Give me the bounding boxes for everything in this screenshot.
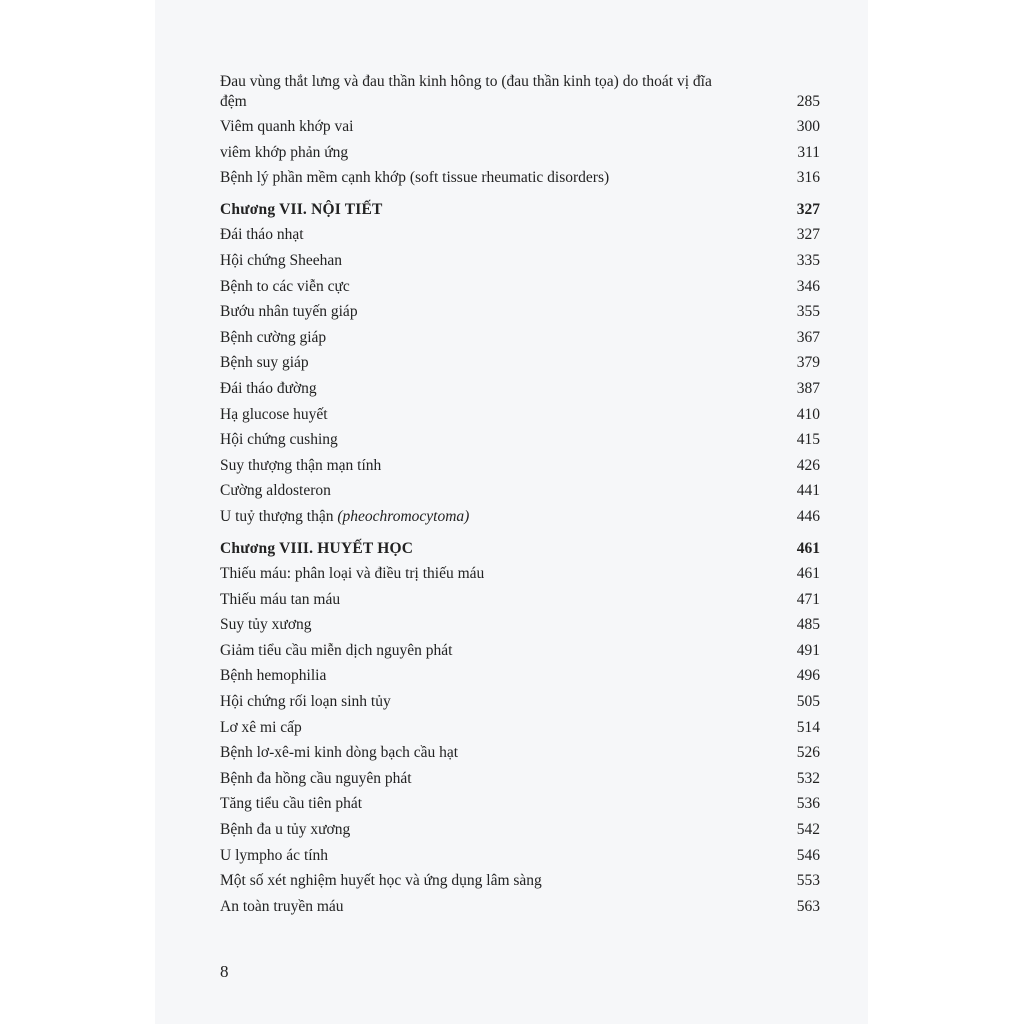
- toc-entry: [220, 274, 820, 300]
- toc-entry: [220, 638, 820, 664]
- toc-entry-page: 327: [796, 226, 820, 244]
- toc-entry-page: 471: [796, 590, 820, 608]
- toc-entry: [220, 165, 820, 191]
- toc-entry-title: Bệnh lơ-xê-mi kinh dòng bạch cầu hạt: [220, 744, 459, 762]
- chapter-page: 461: [796, 539, 820, 557]
- toc-entry: [220, 740, 820, 766]
- toc-entry: [220, 504, 820, 530]
- table-of-contents: [220, 72, 820, 919]
- chapter-heading: [220, 536, 820, 562]
- toc-entry-page: 461: [796, 565, 820, 583]
- toc-entry: [220, 72, 820, 114]
- chapter-title: Chương VII. NỘI TIẾT: [220, 200, 383, 218]
- toc-entry-page: 563: [796, 897, 820, 915]
- toc-entry-title-main: U tuỷ thượng thận: [220, 507, 338, 525]
- toc-entry-page: 441: [796, 482, 820, 500]
- toc-entry: [220, 299, 820, 325]
- toc-entry-page: 496: [796, 667, 820, 685]
- toc-entry-page: 367: [796, 328, 820, 346]
- toc-entry: [220, 222, 820, 248]
- toc-entry: [220, 689, 820, 715]
- toc-entry-title: Suy tủy xương: [220, 616, 312, 634]
- toc-entry-page: 311: [797, 143, 820, 161]
- toc-entry-title: Đái tháo nhạt: [220, 226, 304, 244]
- toc-entry-title: Đái tháo đường: [220, 379, 317, 397]
- toc-entry-page: 505: [796, 693, 820, 711]
- chapter-title: Chương VIII. HUYẾT HỌC: [220, 539, 414, 557]
- toc-entry-title: Cường aldosteron: [220, 482, 331, 500]
- toc-entry: [220, 612, 820, 638]
- toc-entry-page: 514: [796, 718, 820, 736]
- toc-entry-title: Suy thượng thận mạn tính: [220, 456, 382, 474]
- toc-entry-page: 532: [796, 769, 820, 787]
- toc-entry-page: 415: [796, 431, 820, 449]
- toc-entry: [220, 561, 820, 587]
- toc-entry: [220, 376, 820, 402]
- toc-entry-title: Giảm tiểu cầu miễn dịch nguyên phát: [220, 641, 453, 659]
- toc-entry-title-italic: (pheochromocytoma): [337, 507, 470, 525]
- toc-entry-title: Hạ glucose huyết: [220, 405, 328, 423]
- chapter-heading: [220, 197, 820, 223]
- toc-entry: [220, 817, 820, 843]
- toc-entry: [220, 453, 820, 479]
- toc-entry: [220, 587, 820, 613]
- toc-entry-page: 316: [796, 169, 820, 187]
- toc-entry-title: Tăng tiểu cầu tiên phát: [220, 795, 363, 813]
- page-number: 8: [220, 962, 229, 981]
- toc-entry-page: 379: [796, 354, 820, 372]
- toc-entry: [220, 350, 820, 376]
- toc-entry: [220, 715, 820, 741]
- toc-entry: [220, 663, 820, 689]
- toc-entry: [220, 868, 820, 894]
- toc-entry-page: 426: [796, 456, 820, 474]
- toc-entry-page: 285: [796, 93, 820, 110]
- toc-entry-title: Bệnh lý phần mềm cạnh khớp (soft tissue rheumatic disorders): [220, 169, 610, 187]
- toc-entry-title: U lympho ác tính: [220, 846, 329, 864]
- toc-entry-title: Bệnh to các viễn cực: [220, 277, 350, 295]
- toc-entry-title: Lơ xê mi cấp: [220, 718, 302, 736]
- toc-entry-page: 491: [796, 641, 820, 659]
- toc-entry-title: Bệnh đa u tủy xương: [220, 821, 351, 839]
- toc-entry-title: Thiếu máu: phân loại và điều trị thiếu máu: [220, 565, 485, 583]
- toc-entry-title: Bệnh cường giáp: [220, 328, 327, 346]
- chapter-page: 327: [796, 200, 820, 218]
- toc-entry-title: Bệnh suy giáp: [220, 354, 309, 372]
- toc-entry-page: 410: [796, 405, 820, 423]
- toc-entry: [220, 766, 820, 792]
- toc-entry: [220, 427, 820, 453]
- toc-entry-title: Viêm quanh khớp vai: [220, 118, 354, 135]
- toc-entry-page: 387: [796, 379, 820, 397]
- toc-entry-title: Bướu nhân tuyến giáp: [220, 303, 358, 321]
- toc-entry: [220, 140, 820, 166]
- toc-entry-page: 446: [796, 507, 820, 525]
- toc-entry-page: 526: [796, 744, 820, 762]
- toc-entry-page: 542: [796, 821, 820, 839]
- toc-entry-page: 355: [796, 303, 820, 321]
- toc-entry: [220, 843, 820, 869]
- toc-entry-title: Hội chứng cushing: [220, 431, 338, 449]
- toc-entry-page: 346: [796, 277, 820, 295]
- toc-entry-title: [220, 504, 469, 530]
- toc-entry: [220, 248, 820, 274]
- toc-entry-page: 553: [796, 872, 820, 890]
- toc-entry-page: 536: [796, 795, 820, 813]
- toc-entry: [220, 114, 820, 140]
- toc-entry-title: An toàn truyền máu: [220, 897, 344, 915]
- toc-entry: [220, 478, 820, 504]
- toc-entry: [220, 325, 820, 351]
- toc-entry-title: Hội chứng Sheehan: [220, 251, 343, 269]
- toc-entry-page: 546: [796, 846, 820, 864]
- toc-entry-title: viêm khớp phản ứng: [220, 143, 349, 161]
- toc-entry-title: Một số xét nghiệm huyết học và ứng dụng lâm sàng: [220, 872, 542, 890]
- toc-entry-title: Hội chứng rối loạn sinh tủy: [220, 693, 391, 711]
- toc-entry: [220, 402, 820, 428]
- toc-entry-page: 335: [796, 251, 820, 269]
- toc-entry-title: Thiếu máu tan máu: [220, 590, 341, 608]
- toc-entry-page: 300: [796, 118, 820, 135]
- toc-entry: [220, 791, 820, 817]
- toc-entry-page: 485: [796, 616, 820, 634]
- toc-entry-title: Bệnh hemophilia: [220, 667, 327, 685]
- toc-entry-title: Đau vùng thắt lưng và đau thần kinh hông to (đau thần kinh tọa) do thoát vị đĩa đệm: [220, 73, 712, 110]
- toc-entry: [220, 894, 820, 920]
- toc-entry-title: Bệnh đa hồng cầu nguyên phát: [220, 769, 412, 787]
